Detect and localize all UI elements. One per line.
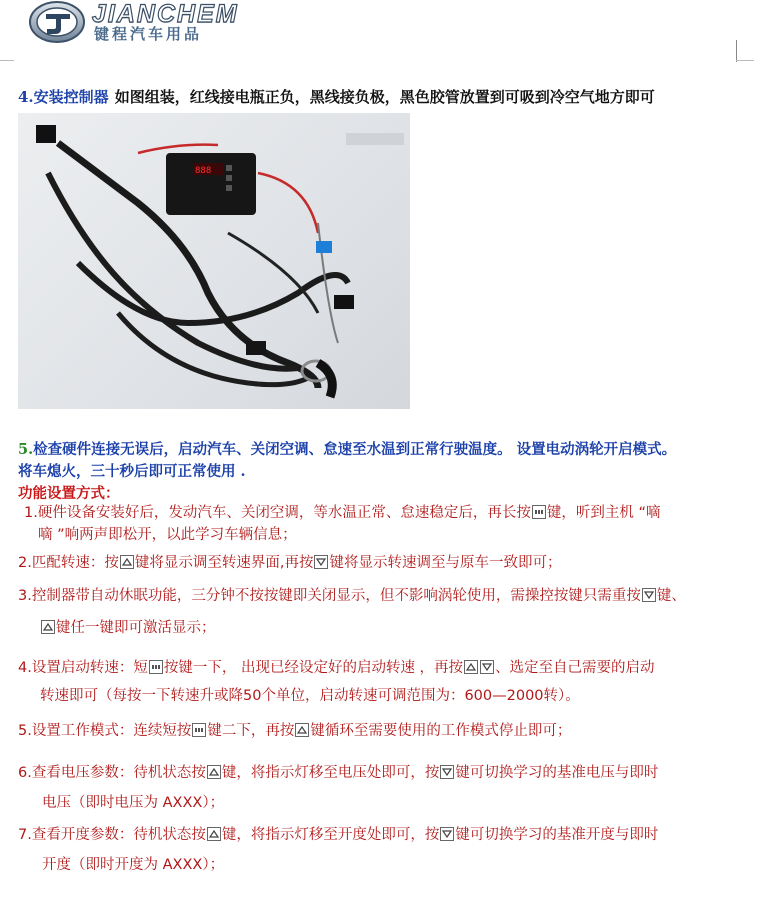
step-5-heading: [18, 438, 677, 480]
function-item-2: [18, 552, 561, 574]
step-5-line-2: 将车熄火，三十秒后即可正常使用 .: [18, 463, 246, 480]
function-item-4: [18, 657, 655, 707]
up-key-icon: [207, 827, 221, 841]
up-key-icon: [464, 660, 478, 674]
item-text: 7.查看开度参数：待机状态按: [18, 827, 206, 843]
item-text: 4.设置启动转速：短: [18, 660, 148, 676]
item-text: 键，听到主机 “嘀: [546, 505, 661, 521]
item-text: 嘀 ”响两声即松开，以此学习车辆信息；: [38, 527, 297, 543]
function-item-3: [18, 585, 686, 639]
function-item-7: [18, 824, 658, 876]
brand-name: JIANCHEM: [92, 0, 239, 28]
item-text: 开度（即时开度为 AXXX）；: [42, 857, 225, 873]
step-number: 5.: [18, 441, 34, 458]
function-item-5: [18, 720, 571, 742]
step-number: 4.: [18, 88, 34, 106]
svg-text:888: 888: [195, 166, 212, 176]
step-4-heading: [18, 86, 655, 107]
crop-mark: [0, 60, 14, 61]
step-5-line-1: 检查硬件连接无误后，启动汽车、关闭空调、怠速至水温到正常行驶温度。 设置电动涡轮开启模式。: [33, 441, 677, 458]
crop-mark: [736, 60, 754, 61]
up-key-icon: [295, 723, 309, 737]
item-line-2: [18, 617, 686, 639]
item-text: 、选定至自己需要的启动: [495, 660, 655, 676]
item-text: 键任一键即可激活显示；: [56, 620, 216, 636]
header: [0, 0, 770, 48]
down-key-icon: [642, 588, 656, 602]
crop-mark: [736, 40, 737, 62]
item-text: 键可切换学习的基准开度与即时: [455, 827, 659, 843]
function-item-6: [18, 762, 658, 814]
item-text: 键可切换学习的基准电压与即时: [455, 765, 659, 781]
controller-harness-photo: [18, 113, 410, 409]
item-text: 5.设置工作模式：连续短按: [18, 723, 192, 739]
jianchem-logo-icon: [28, 0, 86, 44]
item-text: 6.查看电压参数：待机状态按: [18, 765, 206, 781]
item-text: 2.匹配转速：按: [18, 555, 119, 571]
item-text: 转速即可（每按一下转速升或降50个单位，启动转速可调范围为：600—2000转）。: [40, 688, 580, 704]
item-text: 键将显示调至转速界面,再按: [134, 555, 314, 571]
item-text: 键，将指示灯移至开度处即可，按: [221, 827, 440, 843]
wiring-harness-image: [18, 113, 410, 409]
up-key-icon: [41, 620, 55, 634]
down-key-icon: [314, 555, 328, 569]
item-text: 1.硬件设备安装好后，发动汽车、关闭空调，等水温正常、怠速稳定后，再长按: [24, 505, 531, 521]
item-text: 键二下，再按: [207, 723, 295, 739]
down-key-icon: [440, 765, 454, 779]
function-settings-title: 功能设置方式：: [18, 485, 120, 502]
function-item-1: [24, 502, 660, 546]
up-key-icon: [120, 555, 134, 569]
down-key-icon: [480, 660, 494, 674]
step-description: 如图组装，红线接电瓶正负，黑线接负极，黑色胶管放置到可吸到冷空气地方即可: [114, 88, 655, 106]
step-title: 安装控制器: [33, 88, 109, 106]
item-text: 电压（即时电压为 AXXX）；: [42, 795, 225, 811]
item-text: 键循环至需要使用的工作模式停止即可；: [310, 723, 572, 739]
item-text: 按键一下， 出现已经设定好的启动转速 ，再按: [163, 660, 464, 676]
item-text: 3.控制器带自动休眠功能，三分钟不按按键即关闭显示，但不影响涡轮使用，需操控按键只需重按: [18, 588, 641, 604]
set-key-icon: [149, 660, 163, 674]
set-key-icon: [532, 505, 546, 519]
item-text: 键将显示转速调至与原车一致即可；: [329, 555, 562, 571]
brand-name-cn: 键程汽车用品: [94, 25, 203, 43]
set-key-icon: [192, 723, 206, 737]
up-key-icon: [207, 765, 221, 779]
down-key-icon: [440, 827, 454, 841]
item-text: 键，将指示灯移至电压处即可，按: [221, 765, 440, 781]
item-text: 键、: [656, 588, 686, 604]
